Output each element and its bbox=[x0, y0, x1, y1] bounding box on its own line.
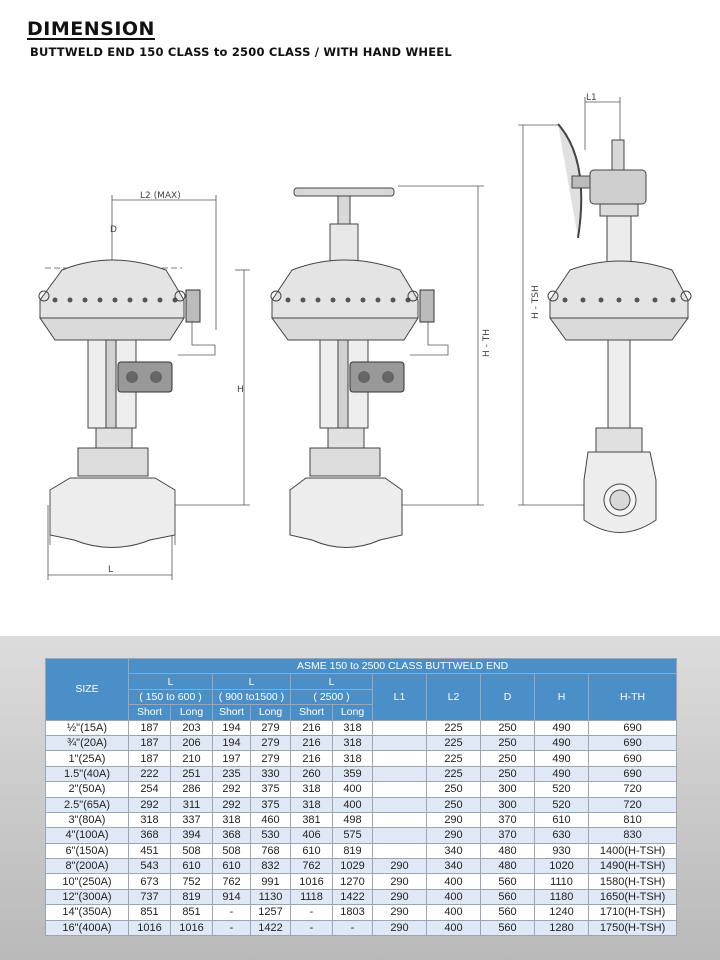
table-cell: 406 bbox=[291, 828, 333, 843]
header-range-150-600: ( 150 to 600 ) bbox=[129, 689, 213, 704]
dimension-table-body bbox=[46, 720, 677, 935]
table-cell: 490 bbox=[535, 735, 589, 750]
header-short: Short bbox=[129, 705, 171, 720]
size-cell: 2.5"(65A) bbox=[46, 797, 129, 812]
table-cell: 737 bbox=[129, 889, 171, 904]
table-cell: 318 bbox=[213, 812, 251, 827]
table-cell: 337 bbox=[171, 812, 213, 827]
label-h: H bbox=[237, 385, 244, 395]
table-cell: 991 bbox=[251, 874, 291, 889]
table-cell: 318 bbox=[291, 782, 333, 797]
table-cell: 480 bbox=[481, 843, 535, 858]
table-cell: 498 bbox=[333, 812, 373, 827]
table-cell: 260 bbox=[291, 766, 333, 781]
table-cell: 690 bbox=[589, 735, 677, 750]
valve-drawing-right bbox=[518, 93, 691, 533]
table-cell: 490 bbox=[535, 766, 589, 781]
header-l1: L1 bbox=[373, 674, 427, 720]
header-long: Long bbox=[333, 705, 373, 720]
table-cell bbox=[373, 735, 427, 750]
table-cell: 290 bbox=[373, 920, 427, 935]
header-range-2500: ( 2500 ) bbox=[291, 689, 373, 704]
table-cell: 560 bbox=[481, 920, 535, 935]
table-cell: 1422 bbox=[333, 889, 373, 904]
size-cell: 1"(25A) bbox=[46, 751, 129, 766]
table-cell: 279 bbox=[251, 720, 291, 735]
size-cell: 10"(250A) bbox=[46, 874, 129, 889]
table-cell bbox=[373, 720, 427, 735]
table-row bbox=[46, 843, 677, 858]
table-cell: 318 bbox=[129, 812, 171, 827]
table-cell: 610 bbox=[535, 812, 589, 827]
table-cell: 187 bbox=[129, 720, 171, 735]
table-cell: 1750(H-TSH) bbox=[589, 920, 677, 935]
table-cell bbox=[373, 751, 427, 766]
header-size: SIZE bbox=[46, 659, 129, 721]
table-cell: 318 bbox=[333, 751, 373, 766]
table-cell: 279 bbox=[251, 751, 291, 766]
page-title: DIMENSION bbox=[27, 18, 155, 40]
table-cell: 762 bbox=[213, 874, 251, 889]
table-cell: 1280 bbox=[535, 920, 589, 935]
size-cell: 4"(100A) bbox=[46, 828, 129, 843]
table-cell: 768 bbox=[251, 843, 291, 858]
table-cell: 251 bbox=[171, 766, 213, 781]
table-cell: 560 bbox=[481, 889, 535, 904]
table-cell: 194 bbox=[213, 735, 251, 750]
table-cell: 930 bbox=[535, 843, 589, 858]
table-cell: 290 bbox=[373, 874, 427, 889]
size-cell: 8"(200A) bbox=[46, 859, 129, 874]
table-cell: 400 bbox=[427, 905, 481, 920]
table-cell: 575 bbox=[333, 828, 373, 843]
table-cell: 368 bbox=[213, 828, 251, 843]
table-cell: 375 bbox=[251, 782, 291, 797]
size-cell: ½"(15A) bbox=[46, 720, 129, 735]
table-cell: 1029 bbox=[333, 859, 373, 874]
size-cell: 12"(300A) bbox=[46, 889, 129, 904]
page-subtitle: BUTTWELD END 150 CLASS to 2500 CLASS / WITH HAND WHEEL bbox=[30, 45, 452, 59]
table-cell: 480 bbox=[481, 859, 535, 874]
table-row bbox=[46, 766, 677, 781]
table-cell: 216 bbox=[291, 735, 333, 750]
table-cell: 292 bbox=[213, 782, 251, 797]
header-short: Short bbox=[213, 705, 251, 720]
table-cell: - bbox=[213, 920, 251, 935]
table-cell: 673 bbox=[129, 874, 171, 889]
table-cell: 400 bbox=[427, 874, 481, 889]
table-cell: 630 bbox=[535, 828, 589, 843]
table-cell bbox=[373, 828, 427, 843]
table-cell: 194 bbox=[213, 720, 251, 735]
table-cell: 340 bbox=[427, 859, 481, 874]
label-l1: L1 bbox=[586, 93, 597, 103]
label-h-th: H - TH bbox=[482, 328, 492, 357]
table-cell: 216 bbox=[291, 751, 333, 766]
table-cell: 610 bbox=[213, 859, 251, 874]
size-cell: 3"(80A) bbox=[46, 812, 129, 827]
table-cell: 370 bbox=[481, 828, 535, 843]
table-cell: 1016 bbox=[291, 874, 333, 889]
table-cell bbox=[373, 812, 427, 827]
table-cell: 216 bbox=[291, 720, 333, 735]
table-cell: 400 bbox=[333, 782, 373, 797]
table-cell: - bbox=[291, 920, 333, 935]
table-cell: 300 bbox=[481, 797, 535, 812]
table-cell: 490 bbox=[535, 720, 589, 735]
header-l-2: L bbox=[213, 674, 291, 689]
table-cell: 508 bbox=[213, 843, 251, 858]
table-cell: 1257 bbox=[251, 905, 291, 920]
table-cell: 690 bbox=[589, 751, 677, 766]
table-cell: 690 bbox=[589, 720, 677, 735]
header-l-1: L bbox=[129, 674, 213, 689]
header-long: Long bbox=[171, 705, 213, 720]
table-cell bbox=[373, 843, 427, 858]
table-cell: 187 bbox=[129, 735, 171, 750]
header-hth: H-TH bbox=[589, 674, 677, 720]
table-cell: 292 bbox=[213, 797, 251, 812]
header-h: H bbox=[535, 674, 589, 720]
size-cell: 2"(50A) bbox=[46, 782, 129, 797]
table-cell: 250 bbox=[427, 782, 481, 797]
table-row bbox=[46, 920, 677, 935]
table-cell: 1400(H-TSH) bbox=[589, 843, 677, 858]
table-cell: 330 bbox=[251, 766, 291, 781]
table-cell: 914 bbox=[213, 889, 251, 904]
table-cell: 250 bbox=[481, 735, 535, 750]
table-cell: 451 bbox=[129, 843, 171, 858]
label-l: L bbox=[108, 565, 114, 575]
table-cell: - bbox=[291, 905, 333, 920]
table-cell: 311 bbox=[171, 797, 213, 812]
table-cell: 832 bbox=[251, 859, 291, 874]
table-cell: 290 bbox=[427, 812, 481, 827]
table-cell bbox=[373, 766, 427, 781]
table-cell: 1240 bbox=[535, 905, 589, 920]
table-cell: 851 bbox=[129, 905, 171, 920]
table-cell: 318 bbox=[333, 735, 373, 750]
valve-drawings bbox=[0, 70, 720, 630]
table-cell: 819 bbox=[333, 843, 373, 858]
table-cell: 370 bbox=[481, 812, 535, 827]
table-cell: 400 bbox=[333, 797, 373, 812]
table-cell: 1016 bbox=[129, 920, 171, 935]
table-cell: 375 bbox=[251, 797, 291, 812]
table-cell: 819 bbox=[171, 889, 213, 904]
table-row bbox=[46, 735, 677, 750]
table-cell: 300 bbox=[481, 782, 535, 797]
table-cell: 690 bbox=[589, 766, 677, 781]
table-row bbox=[46, 797, 677, 812]
table-cell: 520 bbox=[535, 797, 589, 812]
table-cell: 1020 bbox=[535, 859, 589, 874]
table-cell: 1130 bbox=[251, 889, 291, 904]
table-cell: 460 bbox=[251, 812, 291, 827]
table-cell: 250 bbox=[427, 797, 481, 812]
header-d: D bbox=[481, 674, 535, 720]
table-cell: 225 bbox=[427, 751, 481, 766]
table-cell: - bbox=[333, 920, 373, 935]
table-cell: 250 bbox=[481, 766, 535, 781]
table-cell: 286 bbox=[171, 782, 213, 797]
table-cell: 292 bbox=[129, 797, 171, 812]
table-cell: 1118 bbox=[291, 889, 333, 904]
table-cell: 250 bbox=[481, 751, 535, 766]
table-cell: 762 bbox=[291, 859, 333, 874]
table-cell: 400 bbox=[427, 889, 481, 904]
table-cell: 520 bbox=[535, 782, 589, 797]
table-cell: 210 bbox=[171, 751, 213, 766]
table-cell: 235 bbox=[213, 766, 251, 781]
table-cell: 290 bbox=[373, 889, 427, 904]
table-cell: 1016 bbox=[171, 920, 213, 935]
table-cell: 318 bbox=[333, 720, 373, 735]
table-cell: 1650(H-TSH) bbox=[589, 889, 677, 904]
size-cell: 6"(150A) bbox=[46, 843, 129, 858]
header-l-3: L bbox=[291, 674, 373, 689]
table-row bbox=[46, 828, 677, 843]
table-cell: 830 bbox=[589, 828, 677, 843]
table-cell: 560 bbox=[481, 874, 535, 889]
table-cell: 290 bbox=[373, 859, 427, 874]
table-cell: - bbox=[213, 905, 251, 920]
table-cell: 610 bbox=[291, 843, 333, 858]
size-cell: 16"(400A) bbox=[46, 920, 129, 935]
table-row bbox=[46, 751, 677, 766]
table-cell: 340 bbox=[427, 843, 481, 858]
valve-drawing-middle bbox=[271, 186, 492, 548]
table-cell: 543 bbox=[129, 859, 171, 874]
table-cell: 250 bbox=[481, 720, 535, 735]
table-cell: 1803 bbox=[333, 905, 373, 920]
table-cell: 279 bbox=[251, 735, 291, 750]
table-cell: 1180 bbox=[535, 889, 589, 904]
table-row bbox=[46, 859, 677, 874]
table-cell: 318 bbox=[291, 797, 333, 812]
table-cell: 290 bbox=[373, 905, 427, 920]
table-cell: 254 bbox=[129, 782, 171, 797]
table-cell: 720 bbox=[589, 782, 677, 797]
header-range-900-1500: ( 900 to1500 ) bbox=[213, 689, 291, 704]
table-row bbox=[46, 782, 677, 797]
label-d: D bbox=[110, 225, 117, 235]
table-cell: 225 bbox=[427, 735, 481, 750]
table-row bbox=[46, 905, 677, 920]
label-h-tsh: H - TSH bbox=[531, 285, 541, 319]
table-cell: 1422 bbox=[251, 920, 291, 935]
header-l2: L2 bbox=[427, 674, 481, 720]
table-cell: 203 bbox=[171, 720, 213, 735]
table-cell bbox=[373, 782, 427, 797]
table-cell: 720 bbox=[589, 797, 677, 812]
label-l2-max: L2 (MAX) bbox=[140, 191, 181, 201]
table-cell: 381 bbox=[291, 812, 333, 827]
table-row bbox=[46, 889, 677, 904]
table-row bbox=[46, 874, 677, 889]
size-cell: 14"(350A) bbox=[46, 905, 129, 920]
table-cell: 290 bbox=[427, 828, 481, 843]
table-cell: 1710(H-TSH) bbox=[589, 905, 677, 920]
table-cell: 394 bbox=[171, 828, 213, 843]
table-cell: 222 bbox=[129, 766, 171, 781]
table-cell: 851 bbox=[171, 905, 213, 920]
table-cell: 560 bbox=[481, 905, 535, 920]
table-cell: 400 bbox=[427, 920, 481, 935]
table-cell bbox=[373, 797, 427, 812]
table-cell: 187 bbox=[129, 751, 171, 766]
table-cell: 225 bbox=[427, 766, 481, 781]
valve-drawing-left bbox=[39, 191, 250, 580]
table-cell: 1580(H-TSH) bbox=[589, 874, 677, 889]
table-cell: 368 bbox=[129, 828, 171, 843]
table-cell: 359 bbox=[333, 766, 373, 781]
size-cell: ¾"(20A) bbox=[46, 735, 129, 750]
table-cell: 752 bbox=[171, 874, 213, 889]
size-cell: 1.5"(40A) bbox=[46, 766, 129, 781]
table-cell: 810 bbox=[589, 812, 677, 827]
table-cell: 610 bbox=[171, 859, 213, 874]
table-cell: 206 bbox=[171, 735, 213, 750]
header-long: Long bbox=[251, 705, 291, 720]
table-row bbox=[46, 812, 677, 827]
table-cell: 1270 bbox=[333, 874, 373, 889]
table-cell: 508 bbox=[171, 843, 213, 858]
table-row bbox=[46, 720, 677, 735]
table-cell: 225 bbox=[427, 720, 481, 735]
table-cell: 1490(H-TSH) bbox=[589, 859, 677, 874]
table-cell: 490 bbox=[535, 751, 589, 766]
table-cell: 197 bbox=[213, 751, 251, 766]
header-asme-group: ASME 150 to 2500 CLASS BUTTWELD END bbox=[129, 659, 677, 674]
header-short: Short bbox=[291, 705, 333, 720]
table-cell: 1110 bbox=[535, 874, 589, 889]
table-cell: 530 bbox=[251, 828, 291, 843]
dimension-table bbox=[45, 658, 677, 936]
